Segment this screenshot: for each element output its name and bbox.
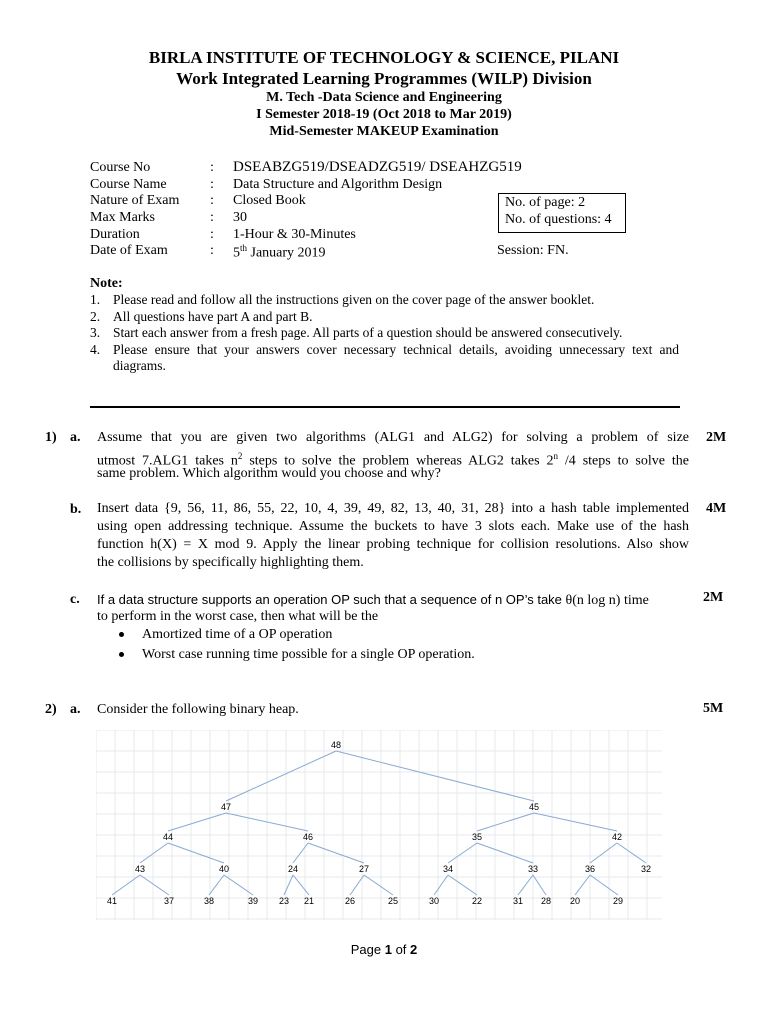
info-label: Date of Exam: [90, 243, 168, 258]
note-num: 4.: [90, 342, 101, 357]
note-num: 2.: [90, 309, 101, 324]
institute-title: BIRLA INSTITUTE OF TECHNOLOGY & SCIENCE, PILANI: [148, 48, 620, 67]
heap-node: 21: [303, 896, 315, 906]
heap-node: 33: [527, 864, 539, 874]
info-label: Course Name: [90, 177, 167, 192]
q1b-line: using open addressing technique. Assume the buckets to have 3 slots each. Make use of the hash: [97, 519, 689, 534]
heap-node: 47: [220, 802, 232, 812]
heap-node: 29: [612, 896, 624, 906]
heap-edge: [168, 813, 226, 831]
info-value: 1-Hour & 30-Minutes: [233, 227, 356, 242]
note-num: 1.: [90, 292, 101, 307]
heap-node: 36: [584, 864, 596, 874]
heap-edge: [224, 875, 253, 895]
semester-title: I Semester 2018-19 (Oct 2018 to Mar 2019): [256, 107, 512, 122]
page-count-box: [498, 193, 626, 233]
heap-edge: [168, 843, 224, 863]
heap-edge: [209, 875, 224, 895]
heap-edge: [434, 875, 448, 895]
heap-edge: [448, 875, 477, 895]
q1b-line: Insert data {9, 56, 11, 86, 55, 22, 10, 4, 39, 49, 82, 13, 40, 31, 28} into a hash table implemented: [97, 501, 689, 516]
heap-node: 28: [540, 896, 552, 906]
divider: [90, 406, 680, 408]
info-label: Max Marks: [90, 210, 155, 225]
heap-edge: [590, 875, 618, 895]
heap-edge: [364, 875, 393, 895]
heap-edge: [518, 875, 533, 895]
info-value: DSEABZG519/DSEADZG519/ DSEAHZG519: [233, 159, 522, 175]
heap-edge: [293, 875, 309, 895]
info-colon: :: [210, 243, 214, 258]
heap-edge: [112, 875, 140, 895]
info-colon: :: [210, 160, 214, 175]
q1a-line: Assume that you are given two algorithms (ALG1 and ALG2) for solving a problem of size: [97, 430, 689, 445]
heap-edge: [590, 843, 617, 863]
exam-title: Mid-Semester MAKEUP Examination: [269, 124, 499, 139]
heap-edge: [140, 875, 169, 895]
heap-node: 37: [163, 896, 175, 906]
heap-node: 46: [302, 832, 314, 842]
heap-edge: [533, 875, 546, 895]
part-label: c.: [70, 592, 80, 607]
bullet-item: Amortized time of a OP operation: [119, 627, 332, 643]
heap-node: 30: [428, 896, 440, 906]
heap-node: 20: [569, 896, 581, 906]
q1c-line: to perform in the worst case, then what will be the: [97, 609, 379, 624]
info-value: Closed Book: [233, 193, 306, 208]
division-title: Work Integrated Learning Programmes (WILP) Division: [176, 69, 592, 88]
heap-node: 43: [134, 864, 146, 874]
question-count: No. of questions: 4: [505, 212, 612, 227]
q1b-line: the collisions by specifically highlighting them.: [97, 555, 364, 570]
q1b-line: function h(X) = X mod 9. Apply the linear probing technique for collision resolutions. Also show: [97, 537, 689, 552]
heap-node: 24: [287, 864, 299, 874]
page-footer: Page 1 of 2: [350, 942, 418, 957]
heap-node: 40: [218, 864, 230, 874]
heap-edge: [617, 843, 646, 863]
heap-node: 42: [611, 832, 623, 842]
heap-edge: [448, 843, 477, 863]
heap-edge: [308, 843, 364, 863]
question-number: 2): [45, 702, 57, 717]
heap-node: 34: [442, 864, 454, 874]
note-text: Start each answer from a fresh page. All parts of a question should be answered consecutively.: [113, 325, 623, 340]
info-label: Course No: [90, 160, 151, 175]
program-title: M. Tech -Data Science and Engineering: [266, 90, 502, 105]
note-text-cont: diagrams.: [113, 358, 166, 373]
question-number: 1): [45, 430, 57, 445]
heap-edge: [284, 875, 293, 895]
heap-node: 31: [512, 896, 524, 906]
heap-node: 27: [358, 864, 370, 874]
marks: 2M: [706, 430, 727, 445]
binary-heap-diagram: [96, 730, 662, 920]
note-text: Please ensure that your answers cover necessary technical details, avoiding unnecessary text and: [113, 342, 679, 357]
heap-node: 38: [203, 896, 215, 906]
marks: 4M: [706, 501, 727, 516]
part-label: b.: [70, 502, 82, 517]
exam-date: 5th January 2019: [233, 243, 326, 261]
info-label: Duration: [90, 227, 140, 242]
info-label: Nature of Exam: [90, 193, 180, 208]
session: Session: FN.: [497, 243, 569, 258]
q1a-line: utmost 7.ALG1 takes $n^2$ steps to solve the problem whereas ALG2 takes 2$^n$ /4 steps to solve the: [97, 451, 690, 469]
info-colon: :: [210, 193, 214, 208]
heap-node: 35: [471, 832, 483, 842]
part-label: a.: [70, 430, 81, 445]
info-colon: :: [210, 227, 214, 242]
info-colon: :: [210, 210, 214, 225]
q1c-line: If a data structure supports an operation OP such that a sequence of n OP’s take θ(n log n) time: [97, 592, 649, 608]
heap-node: 23: [278, 896, 290, 906]
heap-edge: [477, 813, 534, 831]
marks: 5M: [703, 701, 724, 716]
q1a-line: same problem. Which algorithm would you choose and why?: [97, 466, 441, 481]
info-value: 30: [233, 210, 247, 225]
note-text: Please read and follow all the instructions given on the cover page of the answer booklet.: [113, 292, 595, 307]
heap-edge: [575, 875, 590, 895]
heap-edge: [140, 843, 168, 863]
heap-node: 39: [247, 896, 259, 906]
heap-node: 26: [344, 896, 356, 906]
heap-node: 45: [528, 802, 540, 812]
marks: 2M: [703, 590, 724, 605]
heap-edge: [293, 843, 308, 863]
info-colon: :: [210, 177, 214, 192]
heap-edge: [534, 813, 617, 831]
heap-node: 25: [387, 896, 399, 906]
bullet-item: Worst case running time possible for a single OP operation.: [119, 647, 475, 663]
heap-node: 44: [162, 832, 174, 842]
note-num: 3.: [90, 325, 101, 340]
page-count: No. of page: 2: [505, 195, 586, 210]
heap-node: 48: [330, 740, 342, 750]
part-label: a.: [70, 702, 81, 717]
heap-edge: [477, 843, 533, 863]
info-value: Data Structure and Algorithm Design: [233, 177, 443, 192]
heap-node: 41: [106, 896, 118, 906]
heap-node: 32: [640, 864, 652, 874]
note-text: All questions have part A and part B.: [113, 309, 313, 324]
heap-node: 22: [471, 896, 483, 906]
q2a-line: Consider the following binary heap.: [97, 702, 299, 717]
note-title: Note:: [90, 276, 123, 291]
